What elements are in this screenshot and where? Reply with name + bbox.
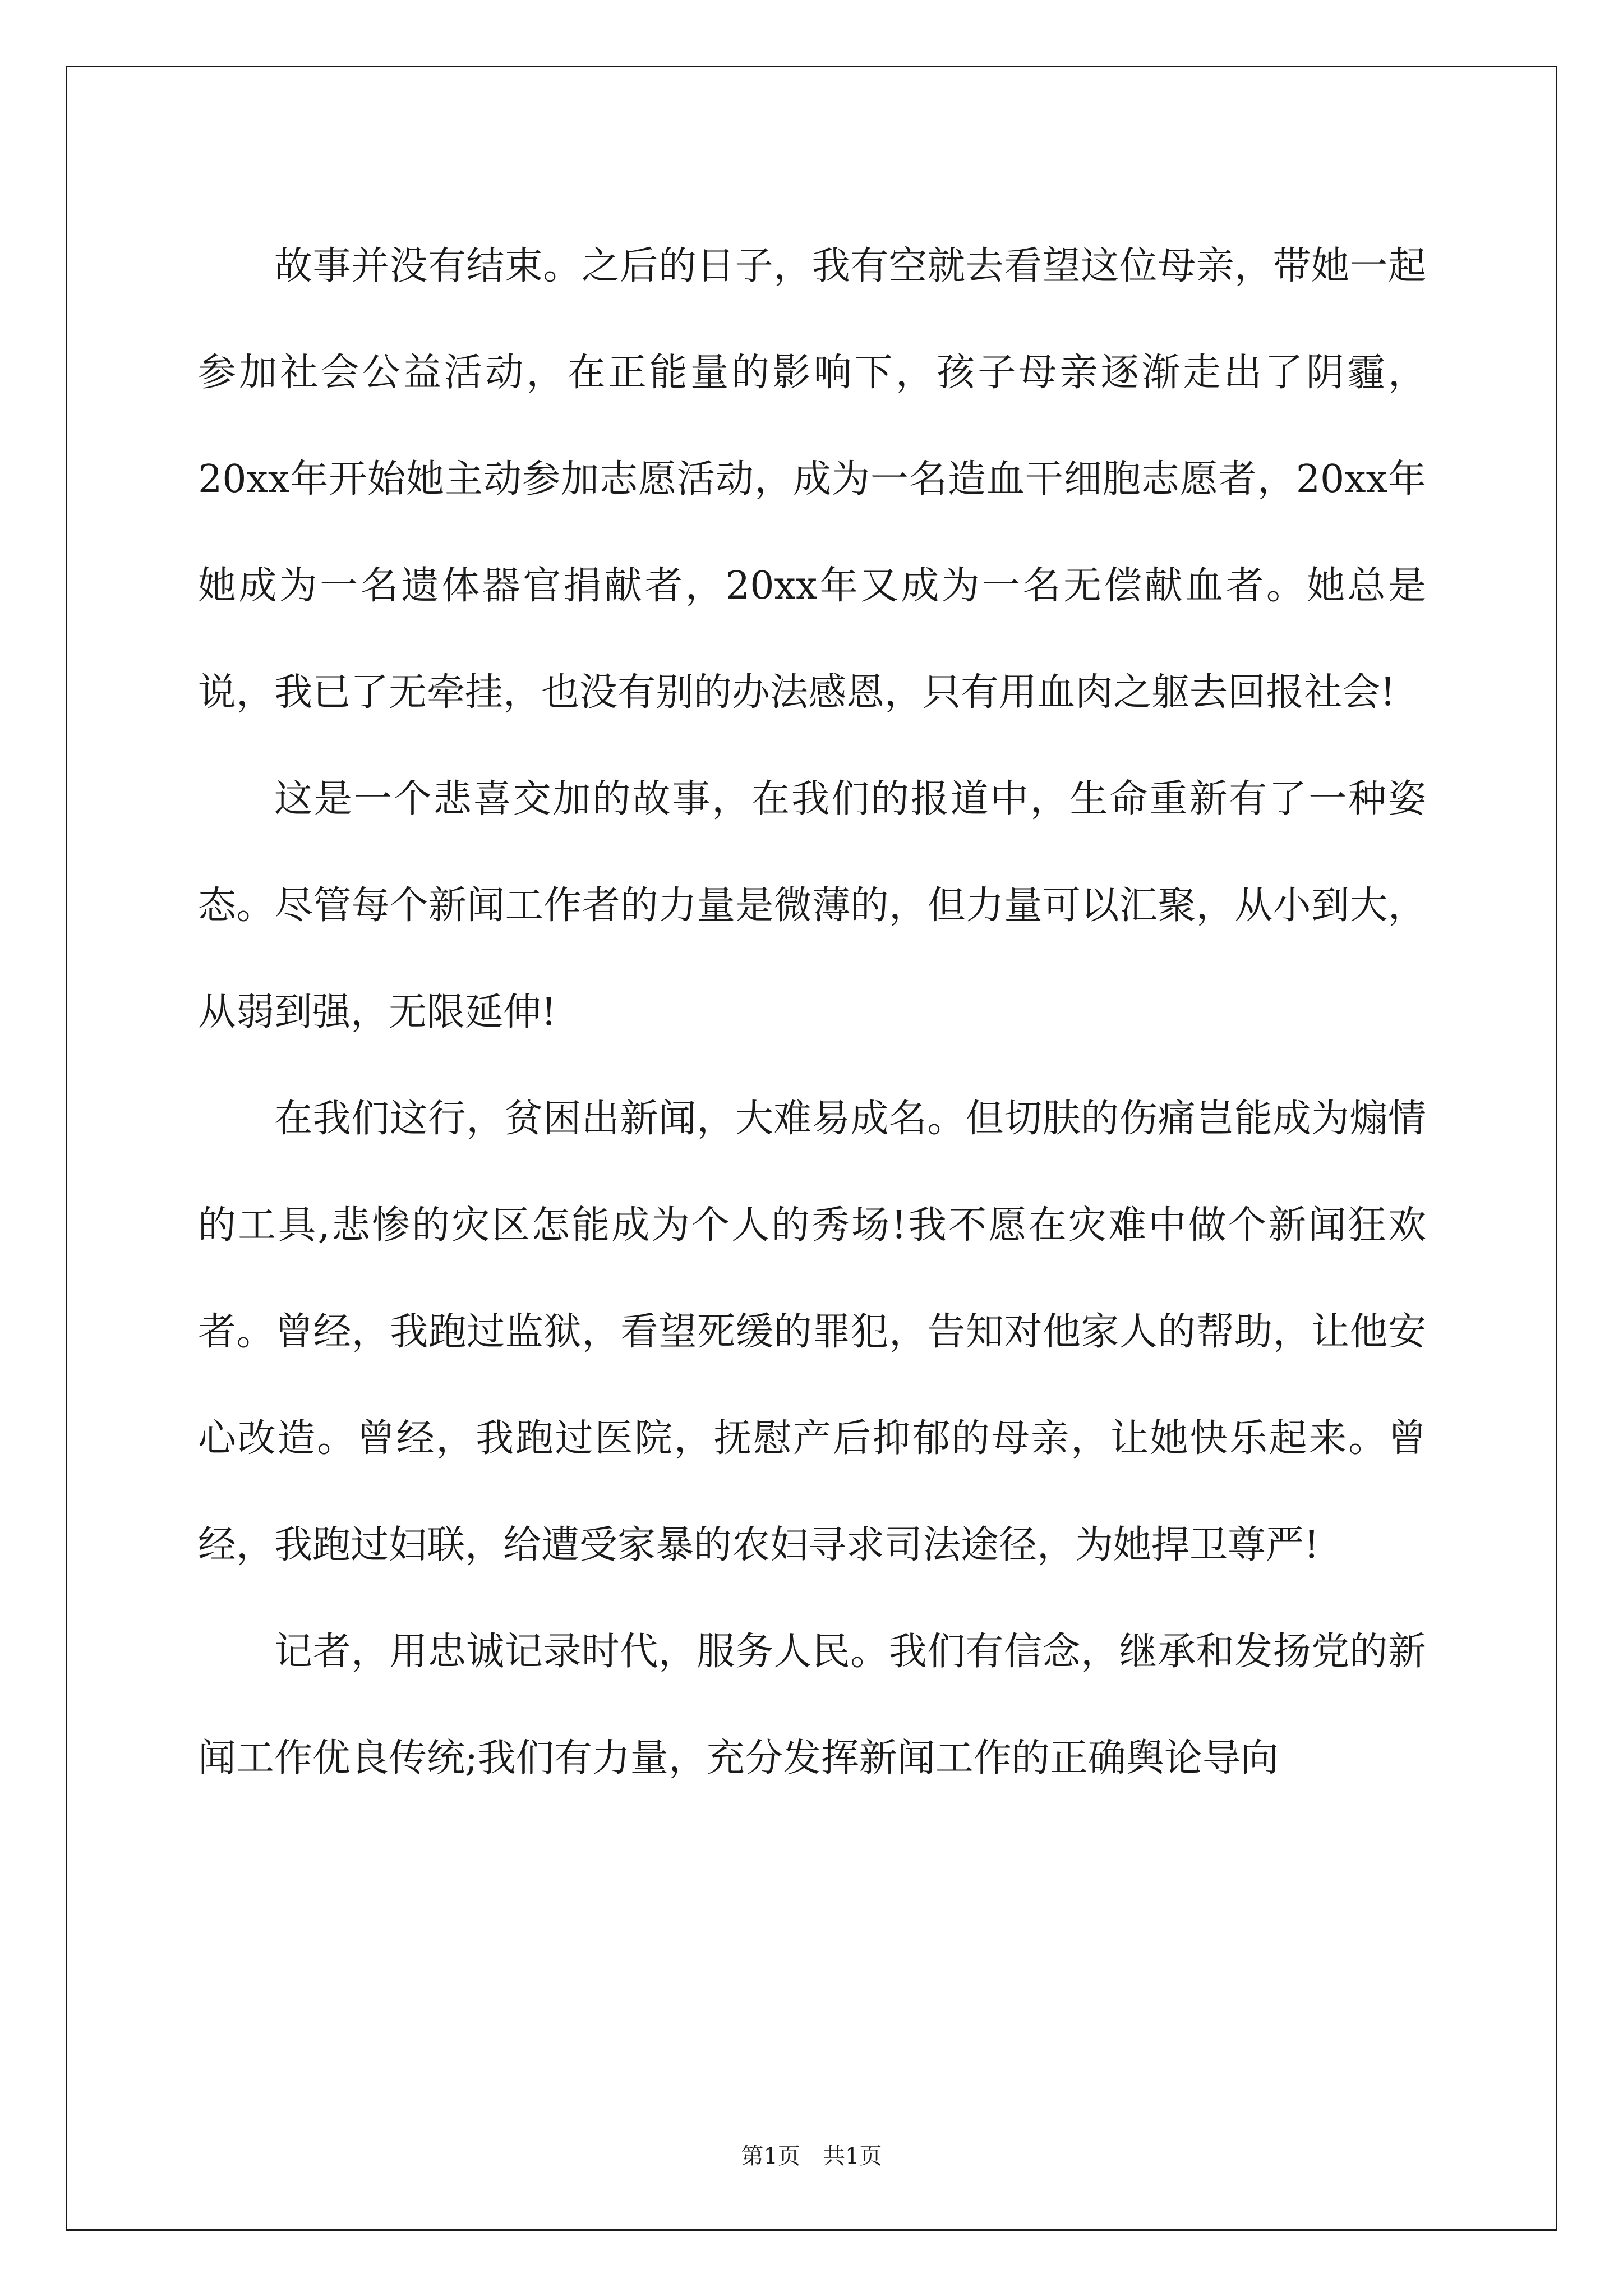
paragraph-3: 在我们这行，贫困出新闻，大难易成名。但切肤的伤痛岂能成为煽情的工具,悲惨的灾区怎能成为个人的秀场!我不愿在灾难中做个新闻狂欢者。曾经，我跑过监狱，看望死缓的罪犯，告知对他家人的帮助，让他安心改造。曾经，我跑过医院，抚慰产后抑郁的母亲，让她快乐起来。曾经，我跑过妇联，给遭受家暴的农妇寻求司法途径，为她捍卫尊严!: [198, 1097, 1426, 1567]
page-footer: [0, 2138, 1623, 2170]
page-number-total: 共1页: [823, 2143, 882, 2169]
page-number-current: 第1页: [741, 2143, 800, 2169]
document-body: [198, 213, 1426, 1812]
paragraph-4: 记者，用忠诚记录时代，服务人民。我们有信念，继承和发扬党的新闻工作优良传统;我们有力量，充分发挥新闻工作的正确舆论导向: [198, 1630, 1426, 1780]
paragraph-1: 故事并没有结束。之后的日子，我有空就去看望这位母亲，带她一起参加社会公益活动，在正能量的影响下，孩子母亲逐渐走出了阴霾，20xx年开始她主动参加志愿活动，成为一名造血干细胞志愿者，20xx年她成为一名遗体器官捐献者，20xx年又成为一名无偿献血者。她总是说，我已了无牵挂，也没有别的办法感恩，只有用血肉之躯去回报社会!: [198, 244, 1426, 715]
paragraph-2: 这是一个悲喜交加的故事，在我们的报道中，生命重新有了一种姿态。尽管每个新闻工作者的力量是微薄的，但力量可以汇聚，从小到大，从弱到强，无限延伸!: [198, 777, 1426, 1034]
